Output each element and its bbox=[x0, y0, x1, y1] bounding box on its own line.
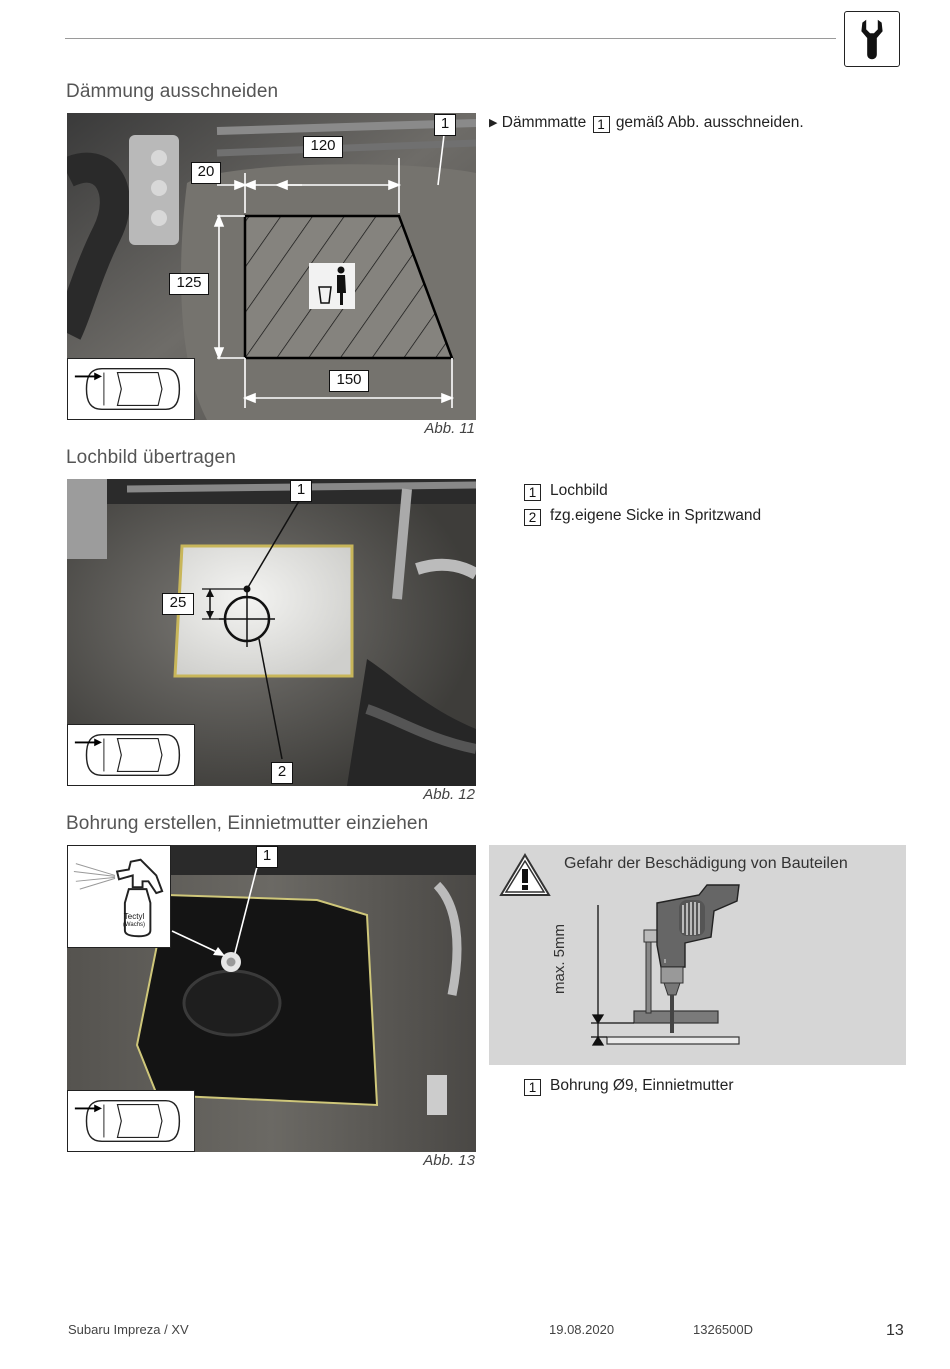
page-number: 13 bbox=[886, 1322, 904, 1339]
legend-text: fzg.eigene Sicke in Spritzwand bbox=[550, 507, 762, 524]
section-title-2: Lochbild übertragen bbox=[66, 447, 236, 468]
wrench-icon bbox=[844, 11, 900, 67]
figure-caption-13: Abb. 13 bbox=[423, 1152, 475, 1169]
callout-part-1: 1 bbox=[256, 846, 278, 868]
callout-dim-20: 20 bbox=[191, 162, 221, 184]
car-top-view-icon bbox=[67, 724, 195, 786]
spray-label: Tectyl bbox=[123, 912, 145, 921]
legend-num-box: 1 bbox=[524, 484, 541, 501]
instruction-ref-box: 1 bbox=[593, 116, 610, 133]
car-top-view-icon bbox=[67, 1090, 195, 1152]
drill-icon bbox=[607, 885, 739, 1044]
instruction-text bbox=[489, 114, 804, 133]
legend-num-box: 1 bbox=[524, 1079, 541, 1096]
footer-date: 19.08.2020 bbox=[549, 1322, 615, 1337]
header-rule bbox=[65, 38, 836, 39]
instruction-after: gemäß Abb. ausschneiden. bbox=[615, 114, 804, 131]
figure-13-photo bbox=[67, 845, 476, 1152]
section-title-3: Bohrung erstellen, Einnietmutter einziehen bbox=[66, 813, 429, 834]
legend-item bbox=[524, 482, 608, 501]
section-title-1: Dämmung ausschneiden bbox=[66, 81, 279, 102]
footer-doc-id: 1326500D bbox=[693, 1322, 753, 1337]
legend-num-box: 2 bbox=[524, 509, 541, 526]
callout-part-1: 1 bbox=[434, 114, 456, 136]
bullet-arrow-icon: ▶ bbox=[489, 117, 498, 129]
warning-panel bbox=[489, 845, 906, 1065]
callout-part-1: 1 bbox=[290, 480, 312, 502]
footer-vehicle: Subaru Impreza / XV bbox=[68, 1322, 189, 1337]
figure-caption-12: Abb. 12 bbox=[423, 786, 475, 803]
legend-item bbox=[524, 1077, 734, 1096]
spray-bottle-icon bbox=[67, 845, 171, 948]
depth-label: max. 5mm bbox=[551, 924, 568, 995]
callout-dim-125: 125 bbox=[169, 273, 209, 295]
warning-title: Gefahr der Beschädigung von Bauteilen bbox=[564, 855, 848, 872]
legend-text: Lochbild bbox=[550, 482, 608, 499]
figure-11-photo bbox=[67, 113, 476, 420]
car-top-view-icon bbox=[67, 358, 195, 420]
callout-dim-120: 120 bbox=[303, 136, 343, 158]
callout-dim-150: 150 bbox=[329, 370, 369, 392]
trash-bin-icon bbox=[309, 263, 355, 309]
figure-12-photo bbox=[67, 479, 476, 786]
figure-caption-11: Abb. 11 bbox=[424, 420, 475, 437]
legend-item bbox=[524, 507, 761, 526]
callout-part-2: 2 bbox=[271, 762, 293, 784]
spray-label-sub: (Wachs) bbox=[122, 922, 146, 928]
callout-dim-25: 25 bbox=[162, 593, 194, 615]
instruction-before: Dämmmatte bbox=[501, 114, 587, 131]
legend-text: Bohrung Ø9, Einnietmutter bbox=[550, 1077, 734, 1094]
warning-triangle-icon bbox=[501, 855, 549, 895]
